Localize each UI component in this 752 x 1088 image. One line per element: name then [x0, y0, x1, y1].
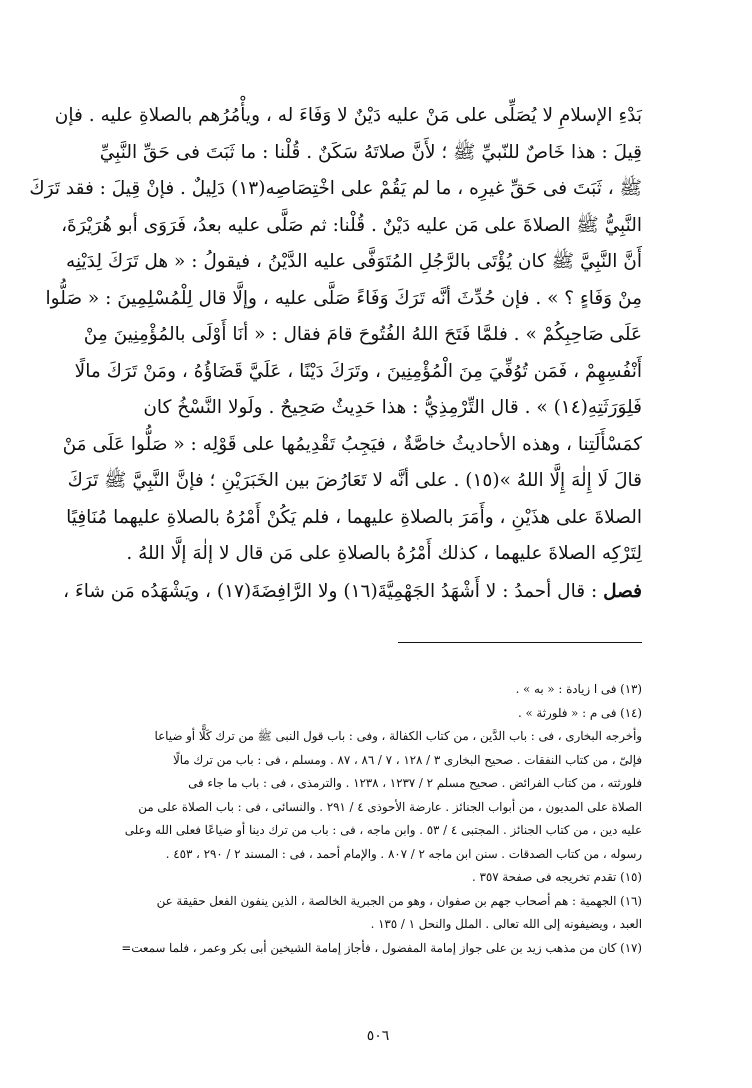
main-text-line: قالَ لَا إِلٰهَ إِلَّا اللهُ »(١٥) . على أنَّه لا تَعَارُضَ بين الخَبَرَيْنِ ؛ فإنَّ النَّبِيَّ ﷺ تَرَكَ [67, 470, 642, 491]
footnote-line: الصلاة على المديون ، من أبواب الجنائز . عارضة الأحوذى ٤ / ٢٩١ . والنسائى ، فى : باب الصلاة على من [138, 799, 642, 814]
footnote-line: (١٤) فى م : « فلورثة » . [517, 705, 642, 720]
footnote-line: وأخرجه البخارى ، فى : باب الدَّين ، من كتاب الكفالة ، وفى : باب قول النبى ﷺ من ترك كَلًّا أو ضياعا [154, 729, 642, 743]
main-text-line: قِيلَ : هذا خَاصٌ للنّبيِّ ﷺ ؛ لأَنَّ صلاتَهُ سَكَنٌ . قُلْنا : ما ثَبَتَ فى حَقِّ النَّبِيِّ [99, 141, 642, 163]
main-text-block [29, 98, 642, 573]
main-text-line: أَنْفُسِهِمْ ، فَمَن تُوُفِّيَ مِنَ الْمُؤْمِنِينَ ، وتَرَكَ دَيْنًا ، عَلَيَّ قَضَاؤُهُ ، ومَنْ تَرَكَ مالًا [74, 360, 642, 382]
page-number: ٥٠٦ [366, 1028, 390, 1044]
footnote-line: فلورثته ، من كتاب الفرائض . صحيح مسلم ٢ / ١٢٣٧ ، ١٢٣٨ . والترمذى ، فى : باب ما جاء فى [188, 776, 642, 790]
main-text-line: الصلاةَ على هذَيْنِ ، وأَمَرَ بالصلاةِ عليهما ، فلم يَكُنْ أَمْرُهُ بالصلاةِ عليهما مُنَافِيًا [66, 506, 642, 528]
footnote-line: العبد ، ويضيفونه إلى الله تعالى . الملل والنحل ١ / ١٣٥ . [370, 917, 642, 931]
section-text: : قال أحمدُ : لا أَشْهَدُ الجَهْمِيَّةَ(١٦) ولا الرَّافِضَةَ(١٧) ، ويَشْهَدُه مَن شاءَ ، [63, 581, 604, 602]
main-text-line: ﷺ ، ثَبَتَ فى حَقِّ غيرِه ، ما لم يَقُمْ على اخْتِصَاصِه(١٣) دَلِيلٌ . فإنْ قِيلَ : فقد تَرَكَ [29, 178, 642, 199]
section-heading-line [63, 574, 642, 610]
footnote-line: فإلىّ ، من كتاب النفقات . صحيح البخارى ٣ / ١٢٨ ، ٧ / ٨٦ ، ٨٧ . ومسلم ، فى : باب من ترك مالًا [172, 752, 642, 767]
footnote-line: (١٦) الجهمية : هم أصحاب جهم بن صفوان ، وهو من الجبرية الخالصة ، الذين ينفون الفعل حقيقة عن [156, 893, 642, 908]
footnote-line: (١٣) فى ا زيادة : « به » . [515, 682, 642, 696]
footnote-divider [398, 642, 642, 643]
footnote-line: عليه دين ، من كتاب الجنائز . المجتبى ٤ / ٥٣ . وابن ماجه ، فى : باب من ترك دينا أو ضياعًا فعلى الله وعلى [124, 823, 642, 837]
footnotes-block [104, 678, 642, 960]
main-text-line: بَدْءِ الإسلامِ لا يُصَلِّى على مَنْ عليه دَيْنٌ لا وَفَاءَ له ، ويأْمُرُهم بالصلاةِ عليه . فإن [54, 105, 642, 126]
main-text-line: كمَسْأَلَتِنا ، وهذه الأحاديثُ خاصَّةٌ ، فيَجِبُ تَقْدِيمُها على قَوْلِه : « صَلُّوا عَلَى مَنْ [62, 433, 642, 455]
footnote-line: رسوله ، من كتاب الصدقات . سنن ابن ماجه ٢ / ٨٠٧ . والإمام أحمد ، فى : المسند ٢ / ٢٩٠ ، ٤٥٣ . [165, 846, 642, 861]
footnote-line: (١٧) كان من مذهب زيد بن على جواز إمامة المفضول ، فأجاز إمامة الشيخين أبى بكر وعمر ، فلما سمعت= [121, 940, 642, 955]
main-text-line: عَلَى صَاحِبِكُمْ » . فلمَّا فَتَحَ اللهُ الفُتُوحَ قامَ فقال : « أنَا أَوْلَى بالمُؤْمِنِينَ مِنْ [83, 324, 642, 345]
main-text-line: مِنْ وَفَاءٍ ؟ » . فإن حُدِّثَ أنَّه تَرَكَ وَفَاءً صَلَّى عليه ، وإلَّا قال لِلْمُسْلِمِينَ : « صَلُّوا [45, 287, 642, 309]
footnote-line: (١٥) تقدم تخريجه فى صفحة ٣٥٧ . [472, 870, 642, 884]
main-text-line: أَنَّ النَّبِيَّ ﷺ كان يُؤْتَى بالرَّجُلِ المُتَوَفَّى عليه الدَّيْنُ ، فيقولُ : « هل تَرَكَ لِدَيْنِه [66, 251, 642, 272]
main-text-line: لِتَرْكِه الصلاةَ عليهما ، كذلك أَمْرُهُ بالصلاةِ على مَن قال لا إلٰهَ إلَّا اللهُ . [126, 543, 642, 564]
section-label: فصل [603, 581, 642, 602]
main-text-line: فَلِوَرَثَتِهِ(١٤) » . قال التِّرْمِذِيُّ : هذا حَدِيثٌ صَحِيحٌ . ولَولا النَّسْخُ كان [143, 397, 642, 418]
main-text-line: النَّبِيُّ ﷺ الصلاةَ على مَن عليه دَيْنٌ . قُلْنا: ثم صَلَّى عليه بعدُ، فَرَوَى أبو هُرَيْرَةَ، [61, 214, 642, 236]
